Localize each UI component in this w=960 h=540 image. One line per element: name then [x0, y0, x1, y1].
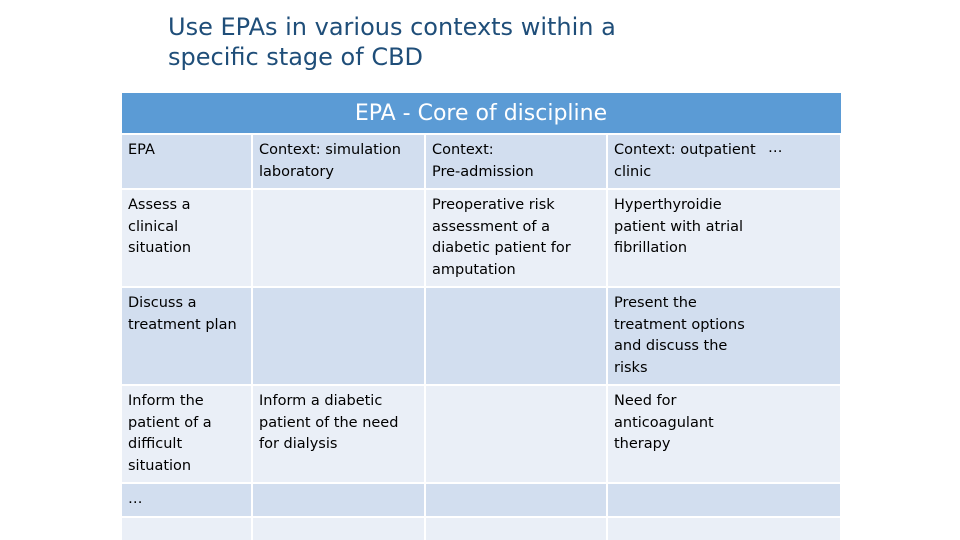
row-context-outpatient	[607, 287, 841, 385]
table-row	[121, 385, 841, 483]
row-context-outpatient	[607, 385, 841, 483]
row-context-outpatient-text: Present the treatment options and discuss the risks	[614, 295, 745, 376]
row-context-preadmission	[425, 287, 607, 385]
row-context-simulation	[252, 483, 425, 517]
header-epa: EPA	[121, 134, 252, 189]
header-context-simulation: Context: simulation laboratory	[252, 134, 425, 189]
slide-title-line-1: Use EPAs in various contexts within a	[168, 13, 616, 41]
row-context-preadmission	[425, 483, 607, 517]
row-epa: Discuss a treatment plan	[121, 287, 252, 385]
row-epa: Inform the patient of a difficult situation	[121, 385, 252, 483]
slide-title-line-2: specific stage of CBD	[168, 43, 424, 71]
epa-context-table	[120, 92, 842, 540]
table-banner: EPA - Core of discipline	[121, 93, 841, 135]
row-context-preadmission: Preoperative risk assessment of a diabetic patient for amputation	[425, 189, 607, 287]
row-context-simulation	[252, 287, 425, 385]
row-context-outpatient	[607, 483, 841, 517]
table-header-row	[121, 134, 841, 189]
header-context-preadmission-line-2: Pre-admission	[432, 163, 534, 180]
header-context-outpatient-label: Context: outpatient clinic	[614, 142, 756, 180]
row-context-outpatient-text: Hyperthyroidie patient with atrial fibrillation	[614, 197, 744, 256]
empty-cell	[252, 517, 425, 540]
table-row	[121, 287, 841, 385]
header-context-outpatient	[607, 134, 841, 189]
row-context-simulation	[252, 189, 425, 287]
empty-cell	[425, 517, 607, 540]
row-context-preadmission	[425, 385, 607, 483]
more-contexts-ellipsis: …	[768, 140, 783, 156]
header-context-preadmission-line-1: Context:	[432, 142, 494, 158]
table-row-empty	[121, 517, 841, 540]
table-row	[121, 483, 841, 517]
slide-title	[168, 12, 868, 72]
header-context-preadmission	[425, 134, 607, 189]
row-context-outpatient	[607, 189, 841, 287]
row-context-simulation: Inform a diabetic patient of the need for dialysis	[252, 385, 425, 483]
empty-cell	[121, 517, 252, 540]
row-epa: Assess a clinical situation	[121, 189, 252, 287]
row-context-outpatient-text: Need for anticoagulant therapy	[614, 393, 714, 452]
table-row	[121, 189, 841, 287]
row-epa: …	[121, 483, 252, 517]
empty-cell	[607, 517, 841, 540]
